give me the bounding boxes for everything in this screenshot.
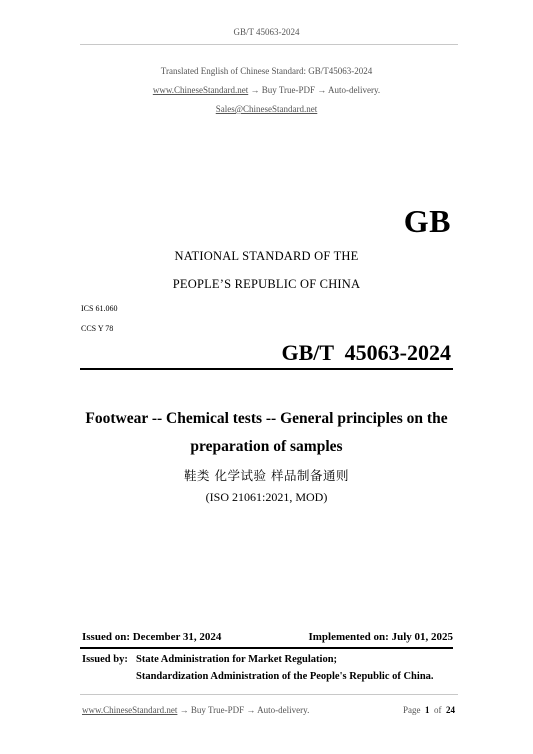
email-line	[0, 104, 533, 114]
issuer-name2: Standardization Administration of the People's Republic of China.	[136, 671, 434, 682]
translation-notice: Translated English of Chinese Standard: GB/T45063-2024	[160, 66, 373, 76]
footer-purchase-text: → Buy True-PDF → Auto-delivery.	[177, 705, 310, 715]
of-label: of	[434, 705, 442, 715]
issuer-name1: State Administration for Market Regulation;	[136, 654, 338, 665]
chinese-title: 鞋类 化学试验 样品制备通则	[184, 468, 349, 483]
dates-divider	[80, 647, 453, 649]
iso-reference: (ISO 21061:2021, MOD)	[205, 490, 328, 504]
header-divider	[80, 44, 458, 45]
issuer-label: Issued by:	[82, 654, 128, 665]
footer-purchase	[82, 705, 309, 715]
implemented-date: Implemented on: July 01, 2025	[308, 631, 453, 643]
title-line1: Footwear -- Chemical tests -- General principles on the	[85, 410, 448, 427]
email-link[interactable]: Sales@ChineseStandard.net	[215, 104, 318, 114]
page-footer	[82, 705, 455, 715]
national-standard-line1: NATIONAL STANDARD OF THE	[174, 249, 359, 263]
ccs-code: CCS Y 78	[81, 324, 114, 333]
dates-row	[82, 631, 453, 643]
issued-date: Issued on: December 31, 2024	[82, 631, 222, 643]
page-number: 1	[425, 705, 430, 715]
purchase-line	[0, 85, 533, 95]
page-indicator	[403, 705, 455, 715]
purchase-text: → Buy True-PDF → Auto-delivery.	[248, 85, 381, 95]
footer-site-link[interactable]: www.ChineseStandard.net	[82, 705, 178, 715]
ics-code: ICS 61.060	[81, 304, 118, 313]
title-line2: preparation of samples	[190, 438, 343, 455]
site-link[interactable]: www.ChineseStandard.net	[152, 85, 249, 95]
running-header: GB/T 45063-2024	[233, 27, 300, 37]
issuer-line1	[82, 654, 337, 665]
standard-code: GB/T 45063-2024	[281, 340, 451, 365]
issuer-line2	[82, 671, 434, 682]
page-label: Page	[403, 705, 421, 715]
gb-logo: GB	[403, 203, 451, 239]
footer-divider	[80, 694, 458, 695]
page-total: 24	[446, 705, 455, 715]
national-standard-line2: PEOPLE’S REPUBLIC OF CHINA	[172, 277, 361, 291]
code-divider	[80, 368, 453, 370]
